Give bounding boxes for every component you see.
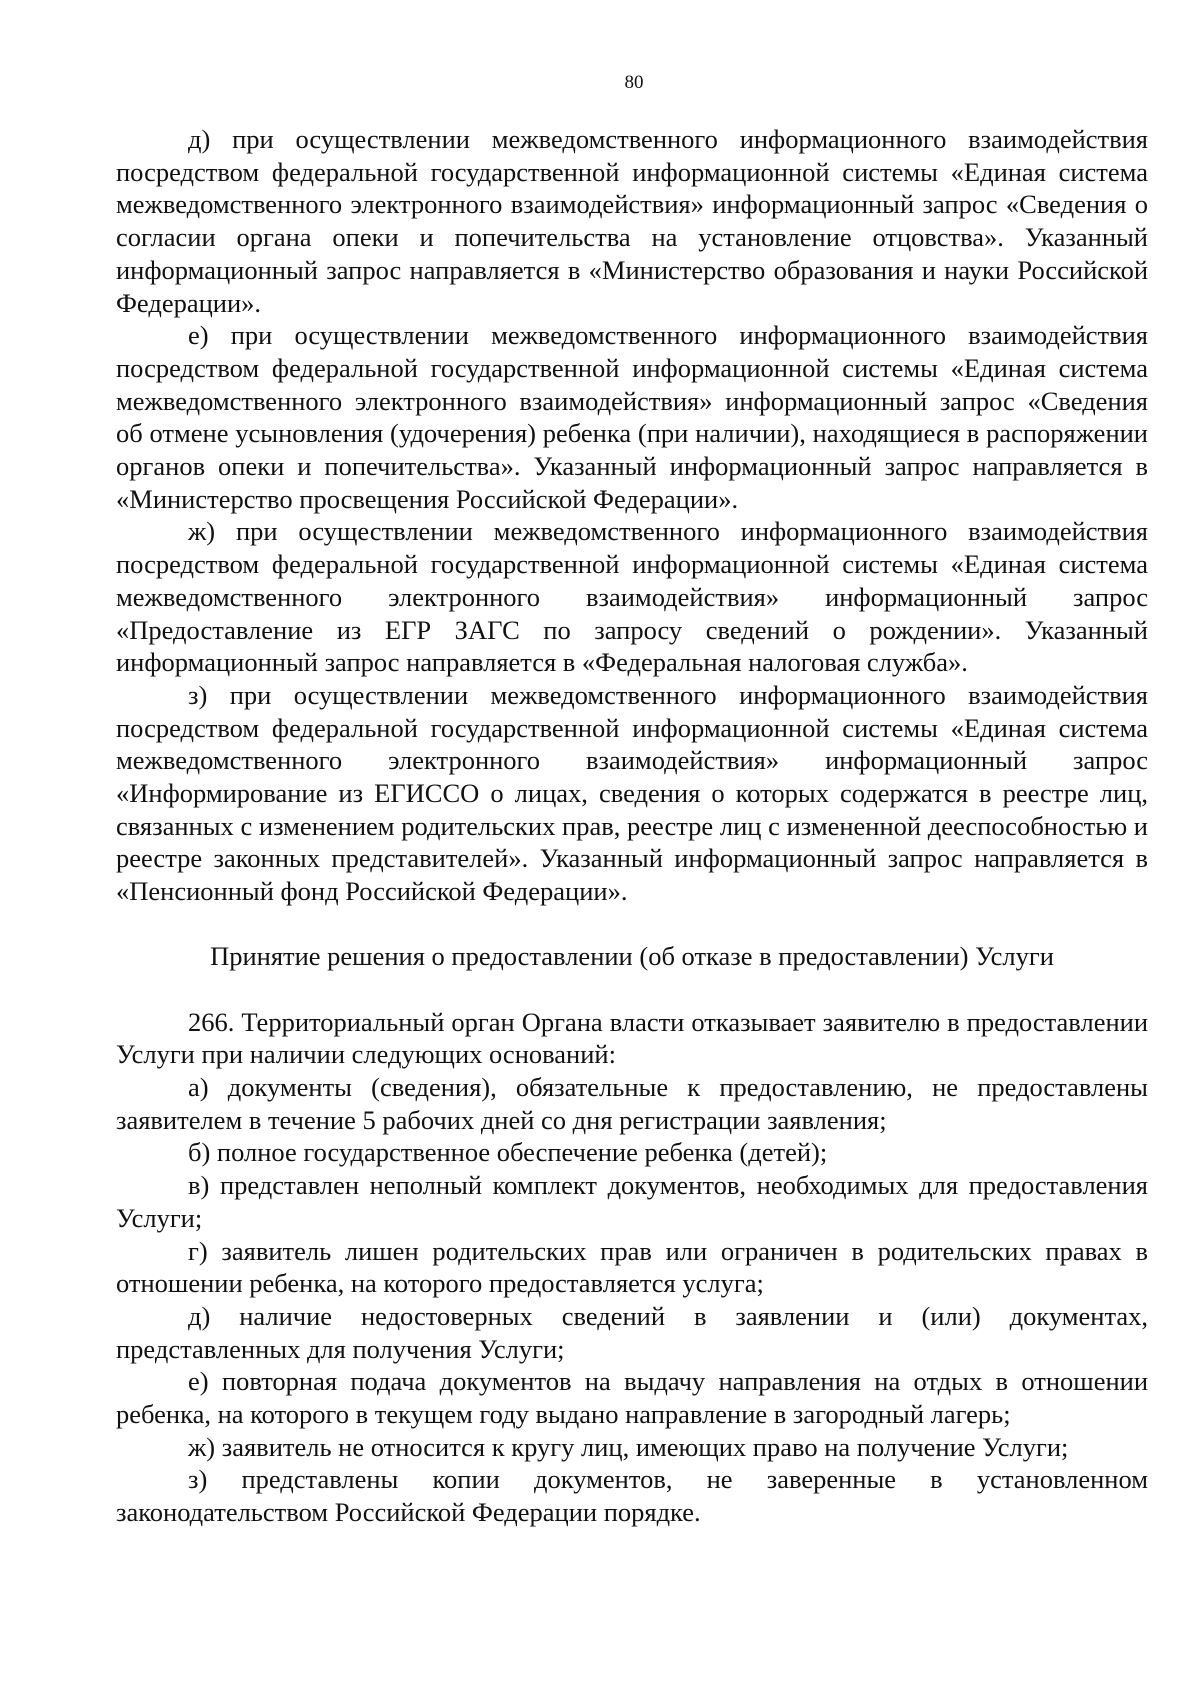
paragraph-266: 266. Территориальный орган Органа власти отказывает заявителю в предоставлении Услуги при наличии следующих оснований:	[116, 1006, 1148, 1070]
refusal-reason-e: е) повторная подача документов на выдачу направления на отдых в отношении ребенка, на которого в текущем году выдано направление в загородный лагерь;	[116, 1366, 1148, 1430]
paragraph-item-e: е) при осуществлении межведомственного информационного взаимодействия посредством федеральной государственной информационной системы «Единая система межведомственного электронного взаимодействия» информационный запрос «Сведения об отмене усыновления (удочерения) ребенка (при наличии), находящиеся в распоряжении органов опеки и попечительства». Указанный информационный запрос направляется в «Министерство просвещения Российской Федерации».	[116, 320, 1148, 514]
document-body	[116, 123, 1148, 1529]
refusal-reason-a: а) документы (сведения), обязательные к предоставлению, не предоставлены заявителем в течение 5 рабочих дней со дня регистрации заявления;	[116, 1071, 1148, 1135]
refusal-reason-g: г) заявитель лишен родительских прав или ограничен в родительских правах в отношении ребенка, на которого предоставляется услуга;	[116, 1235, 1148, 1299]
refusal-reason-z: з) представлены копии документов, не заверенные в установленном законодательством Российской Федерации порядке.	[116, 1464, 1148, 1528]
refusal-reason-d: д) наличие недостоверных сведений в заявлении и (или) документах, представленных для получения Услуги;	[116, 1300, 1148, 1364]
page-number: 80	[624, 72, 644, 93]
refusal-reason-b: б) полное государственное обеспечение ребенка (детей);	[188, 1137, 828, 1168]
paragraph-item-d: д) при осуществлении межведомственного информационного взаимодействия посредством федеральной государственной информационной системы «Единая система межведомственного электронного взаимодействия» информационный запрос «Сведения о согласии органа опеки и попечительства на установление отцовства». Указанный информационный запрос направляется в «Министерство образования и науки Российской Федерации».	[116, 124, 1148, 318]
paragraph-item-zh: ж) при осуществлении межведомственного информационного взаимодействия посредством федеральной государственной информационной системы «Единая система межведомственного электронного взаимодействия» информационный запрос «Предоставление из ЕГР ЗАГС по запросу сведений о рождении». Указанный информационный запрос направляется в «Федеральная налоговая служба».	[116, 516, 1148, 678]
section-heading: Принятие решения о предоставлении (об отказе в предоставлении) Услуги	[210, 940, 1054, 971]
paragraph-item-z: з) при осуществлении межведомственного информационного взаимодействия посредством федеральной государственной информационной системы «Единая система межведомственного электронного взаимодействия» информационный запрос «Информирование из ЕГИССО о лицах, сведения о которых содержатся в реестре лиц, связанных с изменением родительских прав, реестре лиц с измененной дееспособностью и реестре законных представителей». Указанный информационный запрос направляется в «Пенсионный фонд Российской Федерации».	[116, 679, 1148, 907]
refusal-reason-v: в) представлен неполный комплект документов, необходимых для предоставления Услуги;	[116, 1170, 1148, 1233]
refusal-reason-zh: ж) заявитель не относится к кругу лиц, имеющих право на получение Услуги;	[188, 1431, 1069, 1462]
